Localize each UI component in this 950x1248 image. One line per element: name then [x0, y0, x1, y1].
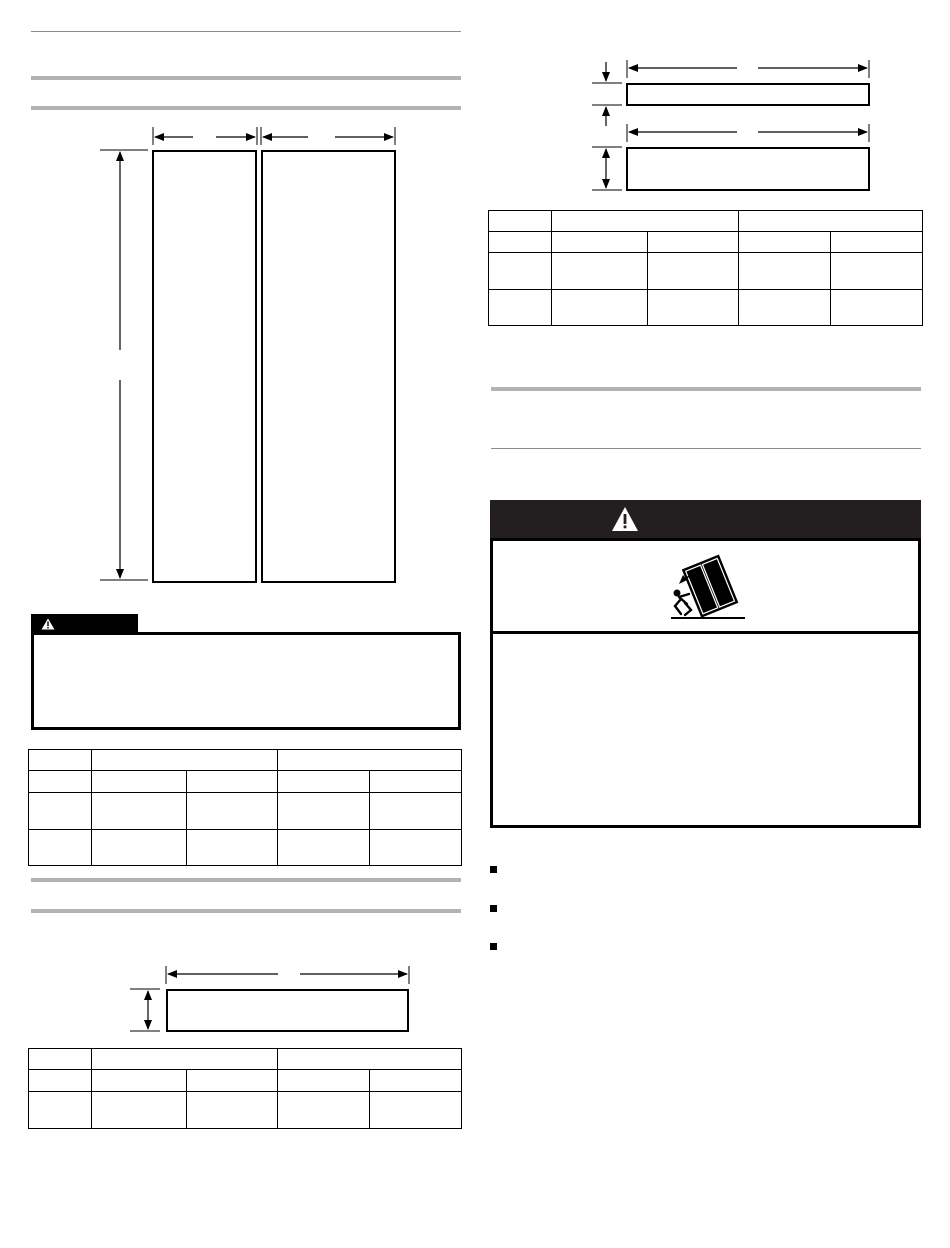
- spec-table: [488, 210, 923, 326]
- table-cell: [648, 253, 739, 290]
- table-cell: [648, 232, 739, 253]
- table-cell: [648, 290, 739, 326]
- table-cell: [552, 290, 648, 326]
- section-rule-thin: [491, 448, 921, 449]
- table-cell: [552, 253, 648, 290]
- tip-over-hazard-icon: [665, 548, 750, 623]
- square-bullet-icon: [490, 943, 497, 950]
- table-cell: [831, 232, 923, 253]
- section-rule: [491, 387, 921, 391]
- table-cell: [739, 290, 831, 326]
- table-cell: [831, 290, 923, 326]
- table-cell: [489, 211, 552, 232]
- warning-header-bar: [490, 500, 921, 540]
- table-cell: [489, 253, 552, 290]
- table-cell: [739, 232, 831, 253]
- warning-triangle-icon: [611, 506, 639, 532]
- table-cell: [739, 211, 923, 232]
- square-bullet-icon: [490, 905, 497, 912]
- warning-divider: [490, 631, 921, 634]
- table-cell: [489, 232, 552, 253]
- table-cell: [552, 232, 648, 253]
- table-cell: [831, 253, 923, 290]
- table-cell: [489, 290, 552, 326]
- table-cell: [739, 253, 831, 290]
- table-cell: [552, 211, 739, 232]
- square-bullet-icon: [490, 866, 497, 873]
